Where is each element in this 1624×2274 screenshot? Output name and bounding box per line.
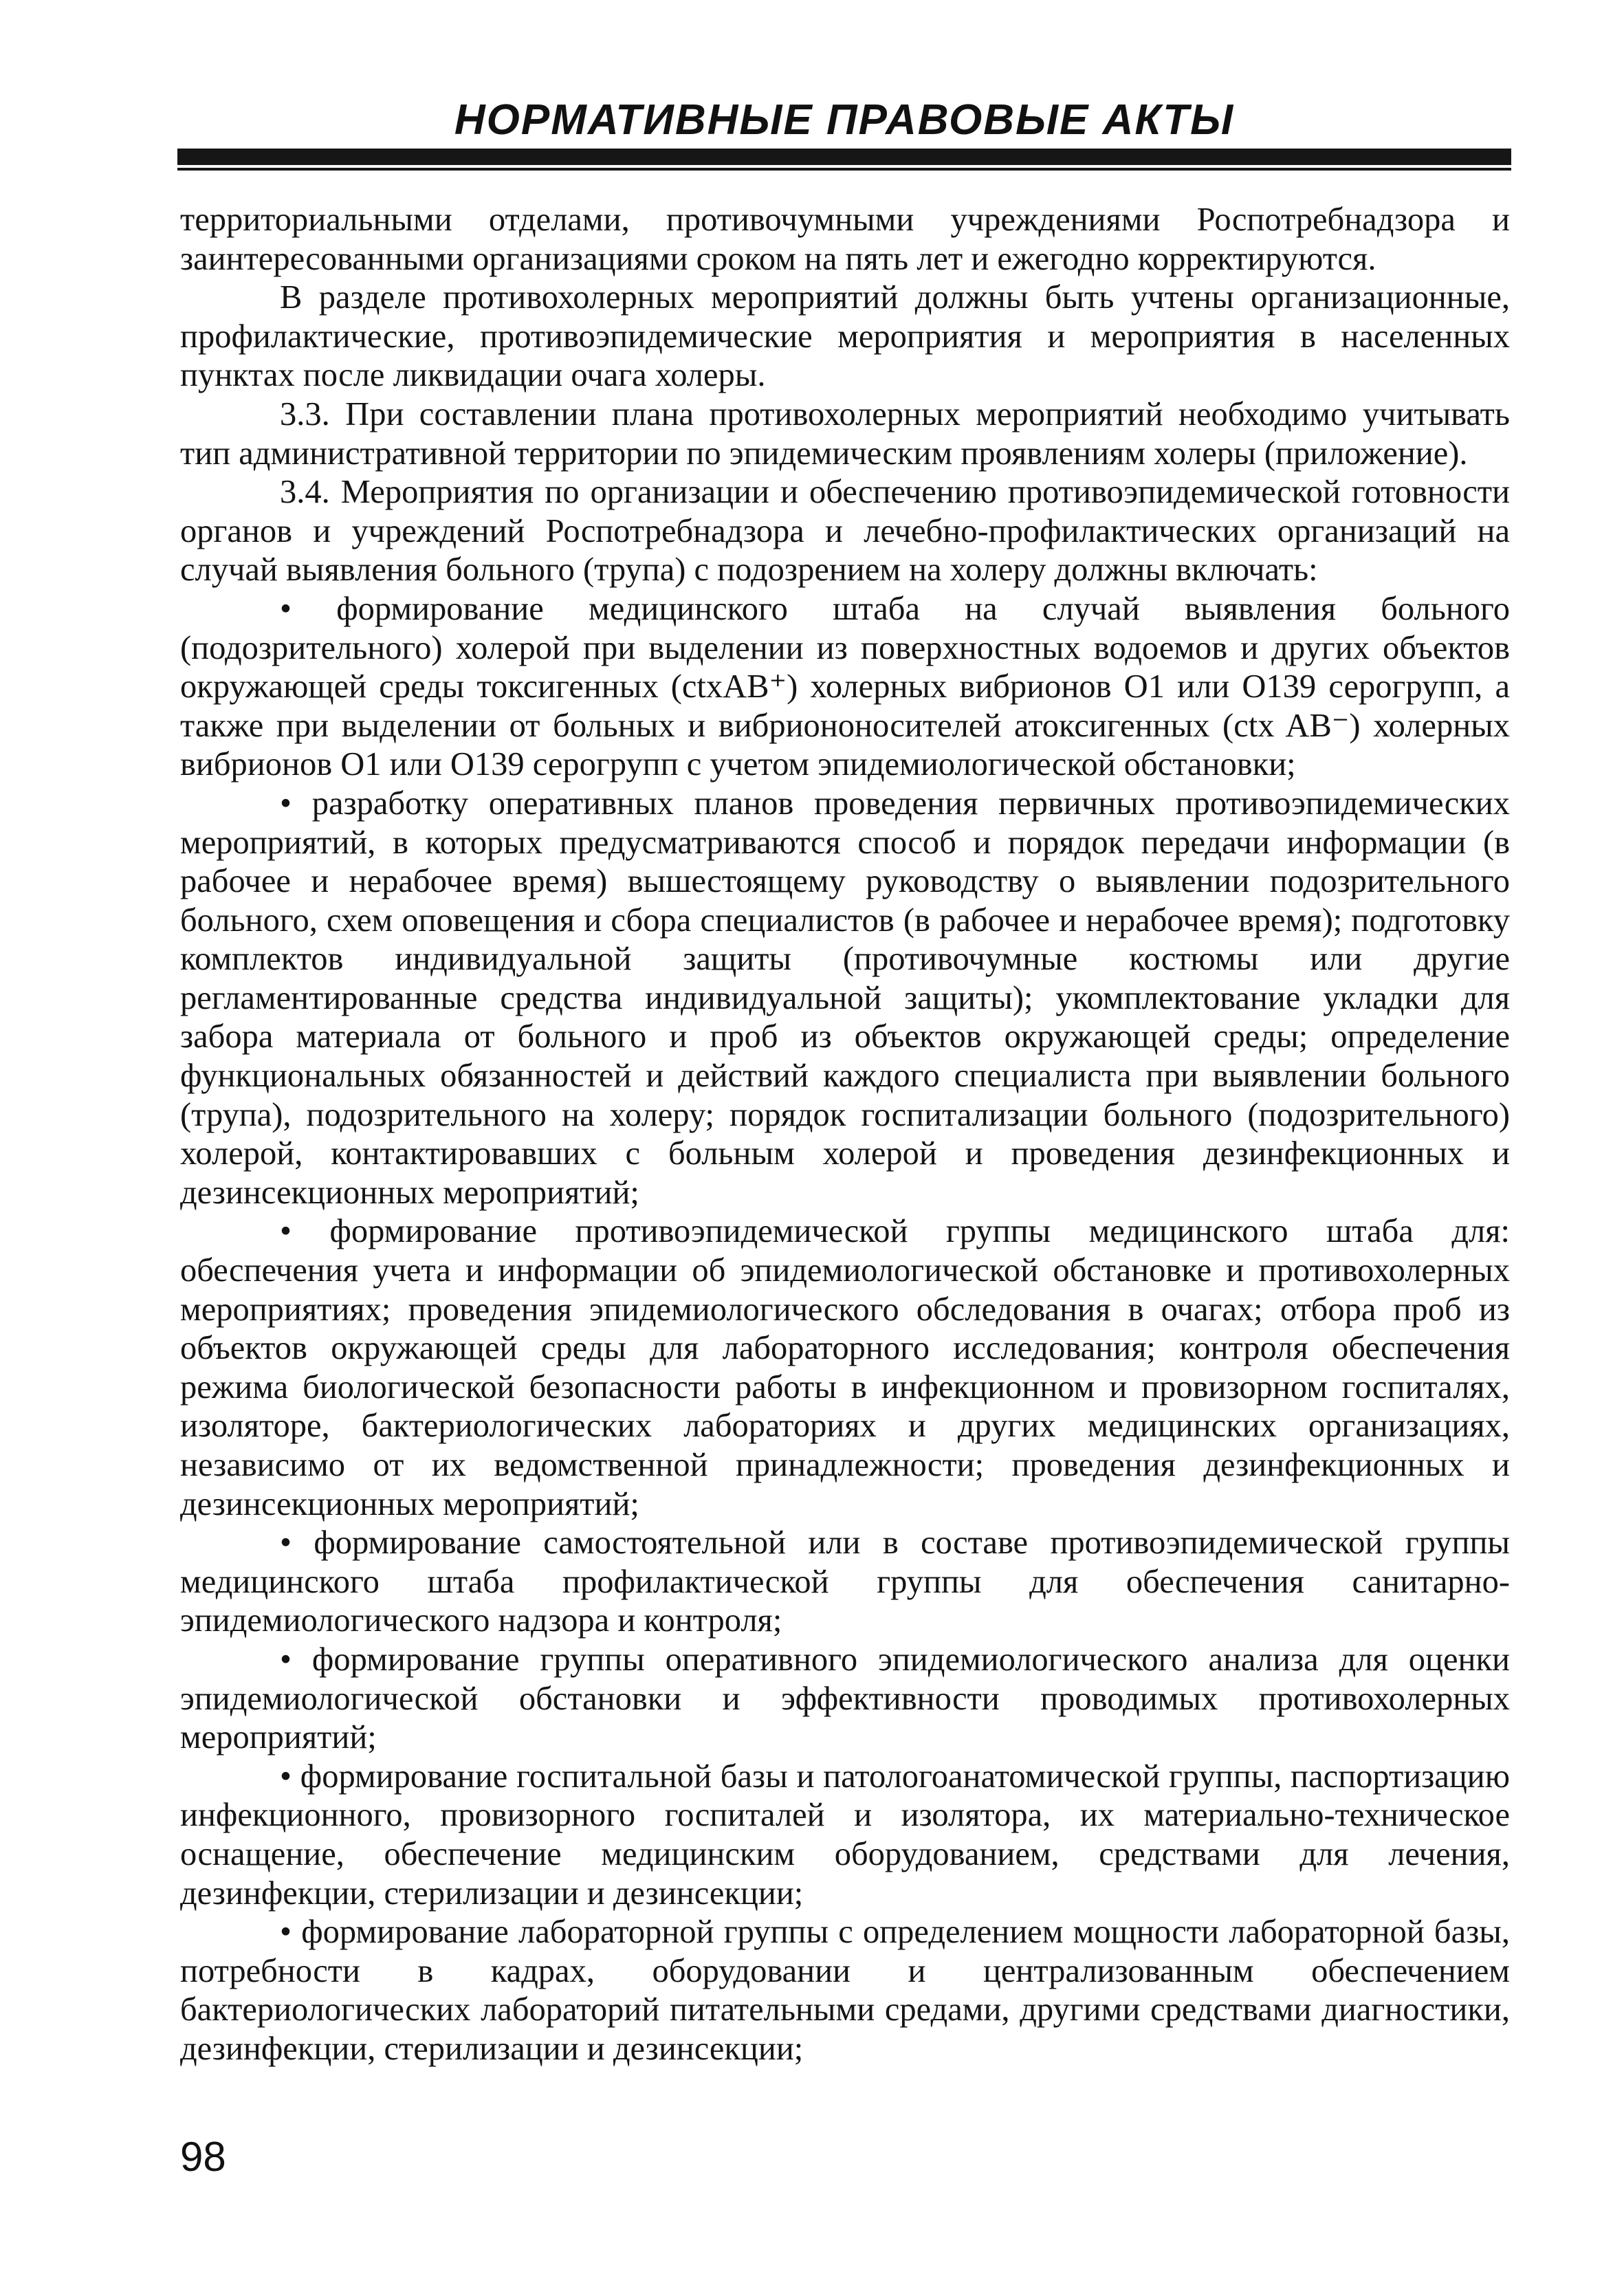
list-item-laboratory-group: • формирование лабораторной группы с определением мощности лабораторной базы, потребности в кадрах, оборудовании и централизованным обеспечением бактериологических лабораторий питательными средами, другими средствами диагностики, дезинфекции, стерилизации и дезинсекции;: [180, 1914, 1510, 2067]
header-rule-thick: [177, 149, 1511, 165]
list-item-prophylactic-group: • формирование самостоятельной или в составе противоэпидемической группы медицинского штаба профилактической группы для обеспечения санитарно-эпидемиологического надзора и контроля;: [180, 1524, 1510, 1639]
list-item-anti-epidemic-group: • формирование противоэпидемической группы медицинского штаба для: обеспечения учета и информации об эпидемиологической обстановке и противохолерных мероприятиях; проведения эпидемиологического обследования в очагах; отбора проб из объектов окружающей среды для лабораторного исследования; контроля обеспечения режима биологической безопасности работы в инфекционном и провизорном госпиталях, изоляторе, бактериологических лабораториях и других медицинских организациях, независимо от их ведомственной принадлежности; проведения дезинфекционных и дезинсекционных мероприятий;: [180, 1213, 1510, 1522]
list-item-analysis-group: • формирование группы оперативного эпидемиологического анализа для оценки эпидемиологической обстановки и эффективности проводимых противохолерных мероприятий;: [180, 1641, 1510, 1756]
running-header-title: НОРМАТИВНЫЕ ПРАВОВЫЕ АКТЫ: [454, 96, 1235, 144]
list-item-operational-plans: • разработку оперативных планов проведения первичных противоэпидемических мероприятий, в которых предусматриваются способ и порядок передачи информации (в рабочее и нерабочее время) вышестоящему руководству о выявлении подозрительного больного, схем оповещения и сбора специалистов (в рабочее и нерабочее время); подготовку комплектов индивидуальной защиты (противочумные костюмы или другие регламентированные средства индивидуальной защиты); укомплектование укладки для забора материала от больного и проб из объектов окружающей среды; определение функциональных обязанностей и действий каждого специалиста при выявлении больного (трупа), подозрительного на холеру; порядок госпитализации больного (подозрительного) холерой, контактировавших с больным холерой и проведения дезинфекционных и дезинсекционных мероприятий;: [180, 785, 1510, 1211]
paragraph-continuation: территориальными отделами, противочумными учреждениями Роспотребнадзора и заинтересованными организациями сроком на пять лет и ежегодно корректируются.: [180, 201, 1510, 277]
list-item-medical-headquarters: • формирование медицинского штаба на случай выявления больного (подозрительного) холерой при выделении из поверхностных водоемов и других объектов окружающей среды токсигенных (ctxAB⁺) холерных вибрионов О1 или О139 серогрупп, а также при выделении от больных и вибриононосителей атоксигенных (ctx AB⁻) холерных вибрионов О1 или О139 серогрупп с учетом эпидемиологической обстановки;: [180, 590, 1510, 783]
paragraph-3-3: 3.3. При составлении плана противохолерных мероприятий необходимо учитывать тип административной территории по эпидемическим проявлениям холеры (приложение).: [180, 395, 1510, 472]
page-number: 98: [180, 2134, 226, 2180]
header-rule-thin: [177, 168, 1511, 171]
list-item-hospital-base: • формирование госпитальной базы и патологоанатомической группы, паспортизацию инфекционного, провизорного госпиталей и изолятора, их материально-техническое оснащение, обеспечение медицинским оборудованием, средствами для лечения, дезинфекции, стерилизации и дезинсекции;: [180, 1758, 1510, 1912]
body-text: [180, 201, 1510, 2069]
paragraph-anti-cholera-section: В разделе противохолерных мероприятий должны быть учтены организационные, профилактические, противоэпидемические мероприятия и мероприятия в населенных пунктах после ликвидации очага холеры.: [180, 279, 1510, 394]
paragraph-3-4: 3.4. Мероприятия по организации и обеспечению противоэпидемической готовности органов и учреждений Роспотребнадзора и лечебно-профилактических организаций на случай выявления больного (трупа) с подозрением на холеру должны включать:: [180, 474, 1510, 589]
